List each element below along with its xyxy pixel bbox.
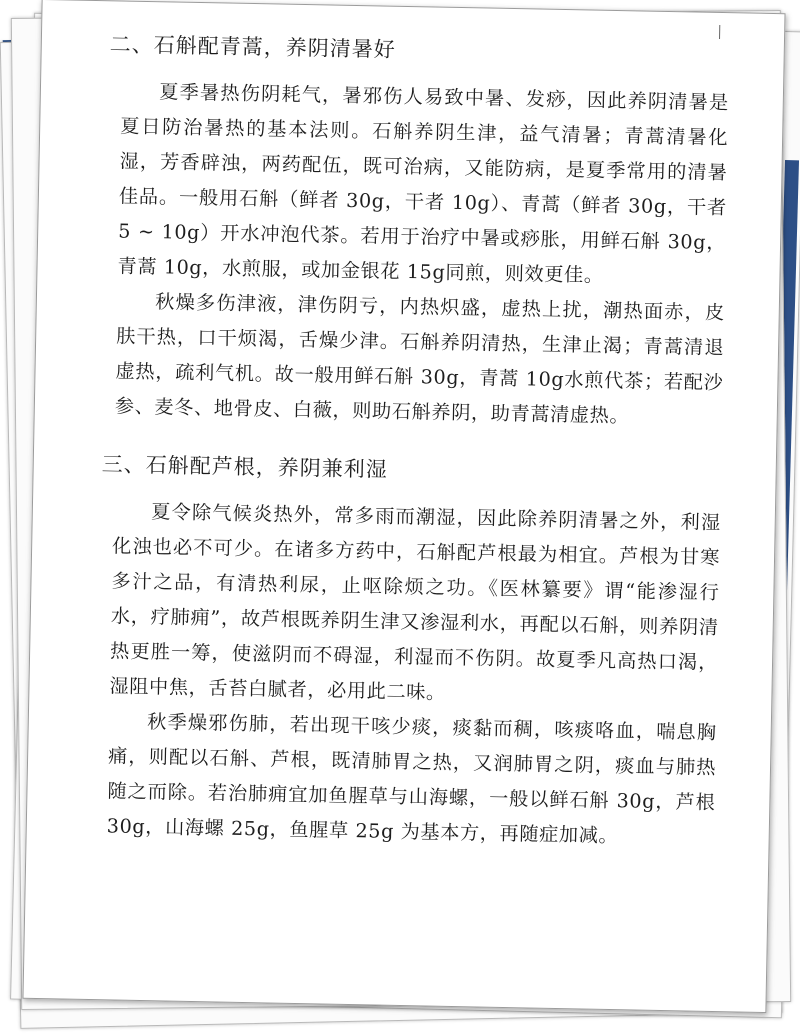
section-heading: 三、石斛配芦根，养阴兼利湿: [101, 452, 388, 482]
paragraph: 秋季燥邪伤肺，若出现干咳少痰，痰黏而稠，咳痰咯血，喘息胸痛，则配以石斛、芦根，既清肺胃之热，又润肺胃之阴，痰血与肺热随之而除。若治肺痈宜加鱼腥草与山海螺，一般以鲜石斛 30g，芦根 30g，山海螺 25g，鱼腥草 25g 为基本方，再随症加减。: [106, 710, 717, 848]
paragraph: 夏令除气候炎热外，常多雨而潮湿，因此除养阴清暑之外，利湿化浊也必不可少。在诸多方药中，石斛配芦根最为相宜。芦根为甘寒多汁之品，有清热利尿，止呕除烦之功。《医林纂要》谓“能渗湿行水，疗肺痈”，故芦根既养阴生津又渗湿利水，再配以石斛，则养阴清热更胜一筹，使滋阴而不碍湿，利湿而不伤阴。故夏季凡高热口渴，湿阻中焦，舌苔白腻者，必用此二味。: [109, 500, 721, 704]
section-heading: 二、石斛配青蒿，养阴清暑好: [109, 32, 396, 62]
paragraph: 秋燥多伤津液，津伤阴亏，内热炽盛，虚热上扰，潮热面赤，皮肤干热，口干烦渴，舌燥少津。石斛养阴清热，生津止渴；青蒿清退虚热，疏利气机。故一般用鲜石斛 30g，青蒿 10g水煎代茶；若配沙参、麦冬、地骨皮、白薇，则助石斛养阴，助青蒿清虚热。: [114, 290, 725, 428]
paragraph: 夏季暑热伤阴耗气，暑邪伤人易致中暑、发痧，因此养阴清暑是夏日防治暑热的基本法则。石斛养阴生津，益气清暑；青蒿清暑化湿，芳香辟浊，两药配伍，既可治病，又能防病，是夏季常用的清暑佳品。一般用石斛（鲜者 30g，干者 10g）、青蒿（鲜者 30g，干者 5 ~ 10g）开水冲泡代茶。若用于治疗中暑或痧胀，用鲜石斛 30g，青蒿 10g，水煎服，或加金银花 15g同煎，则效更佳。: [117, 80, 730, 287]
page-mark: [719, 25, 720, 39]
document-page: [22, 0, 785, 1013]
